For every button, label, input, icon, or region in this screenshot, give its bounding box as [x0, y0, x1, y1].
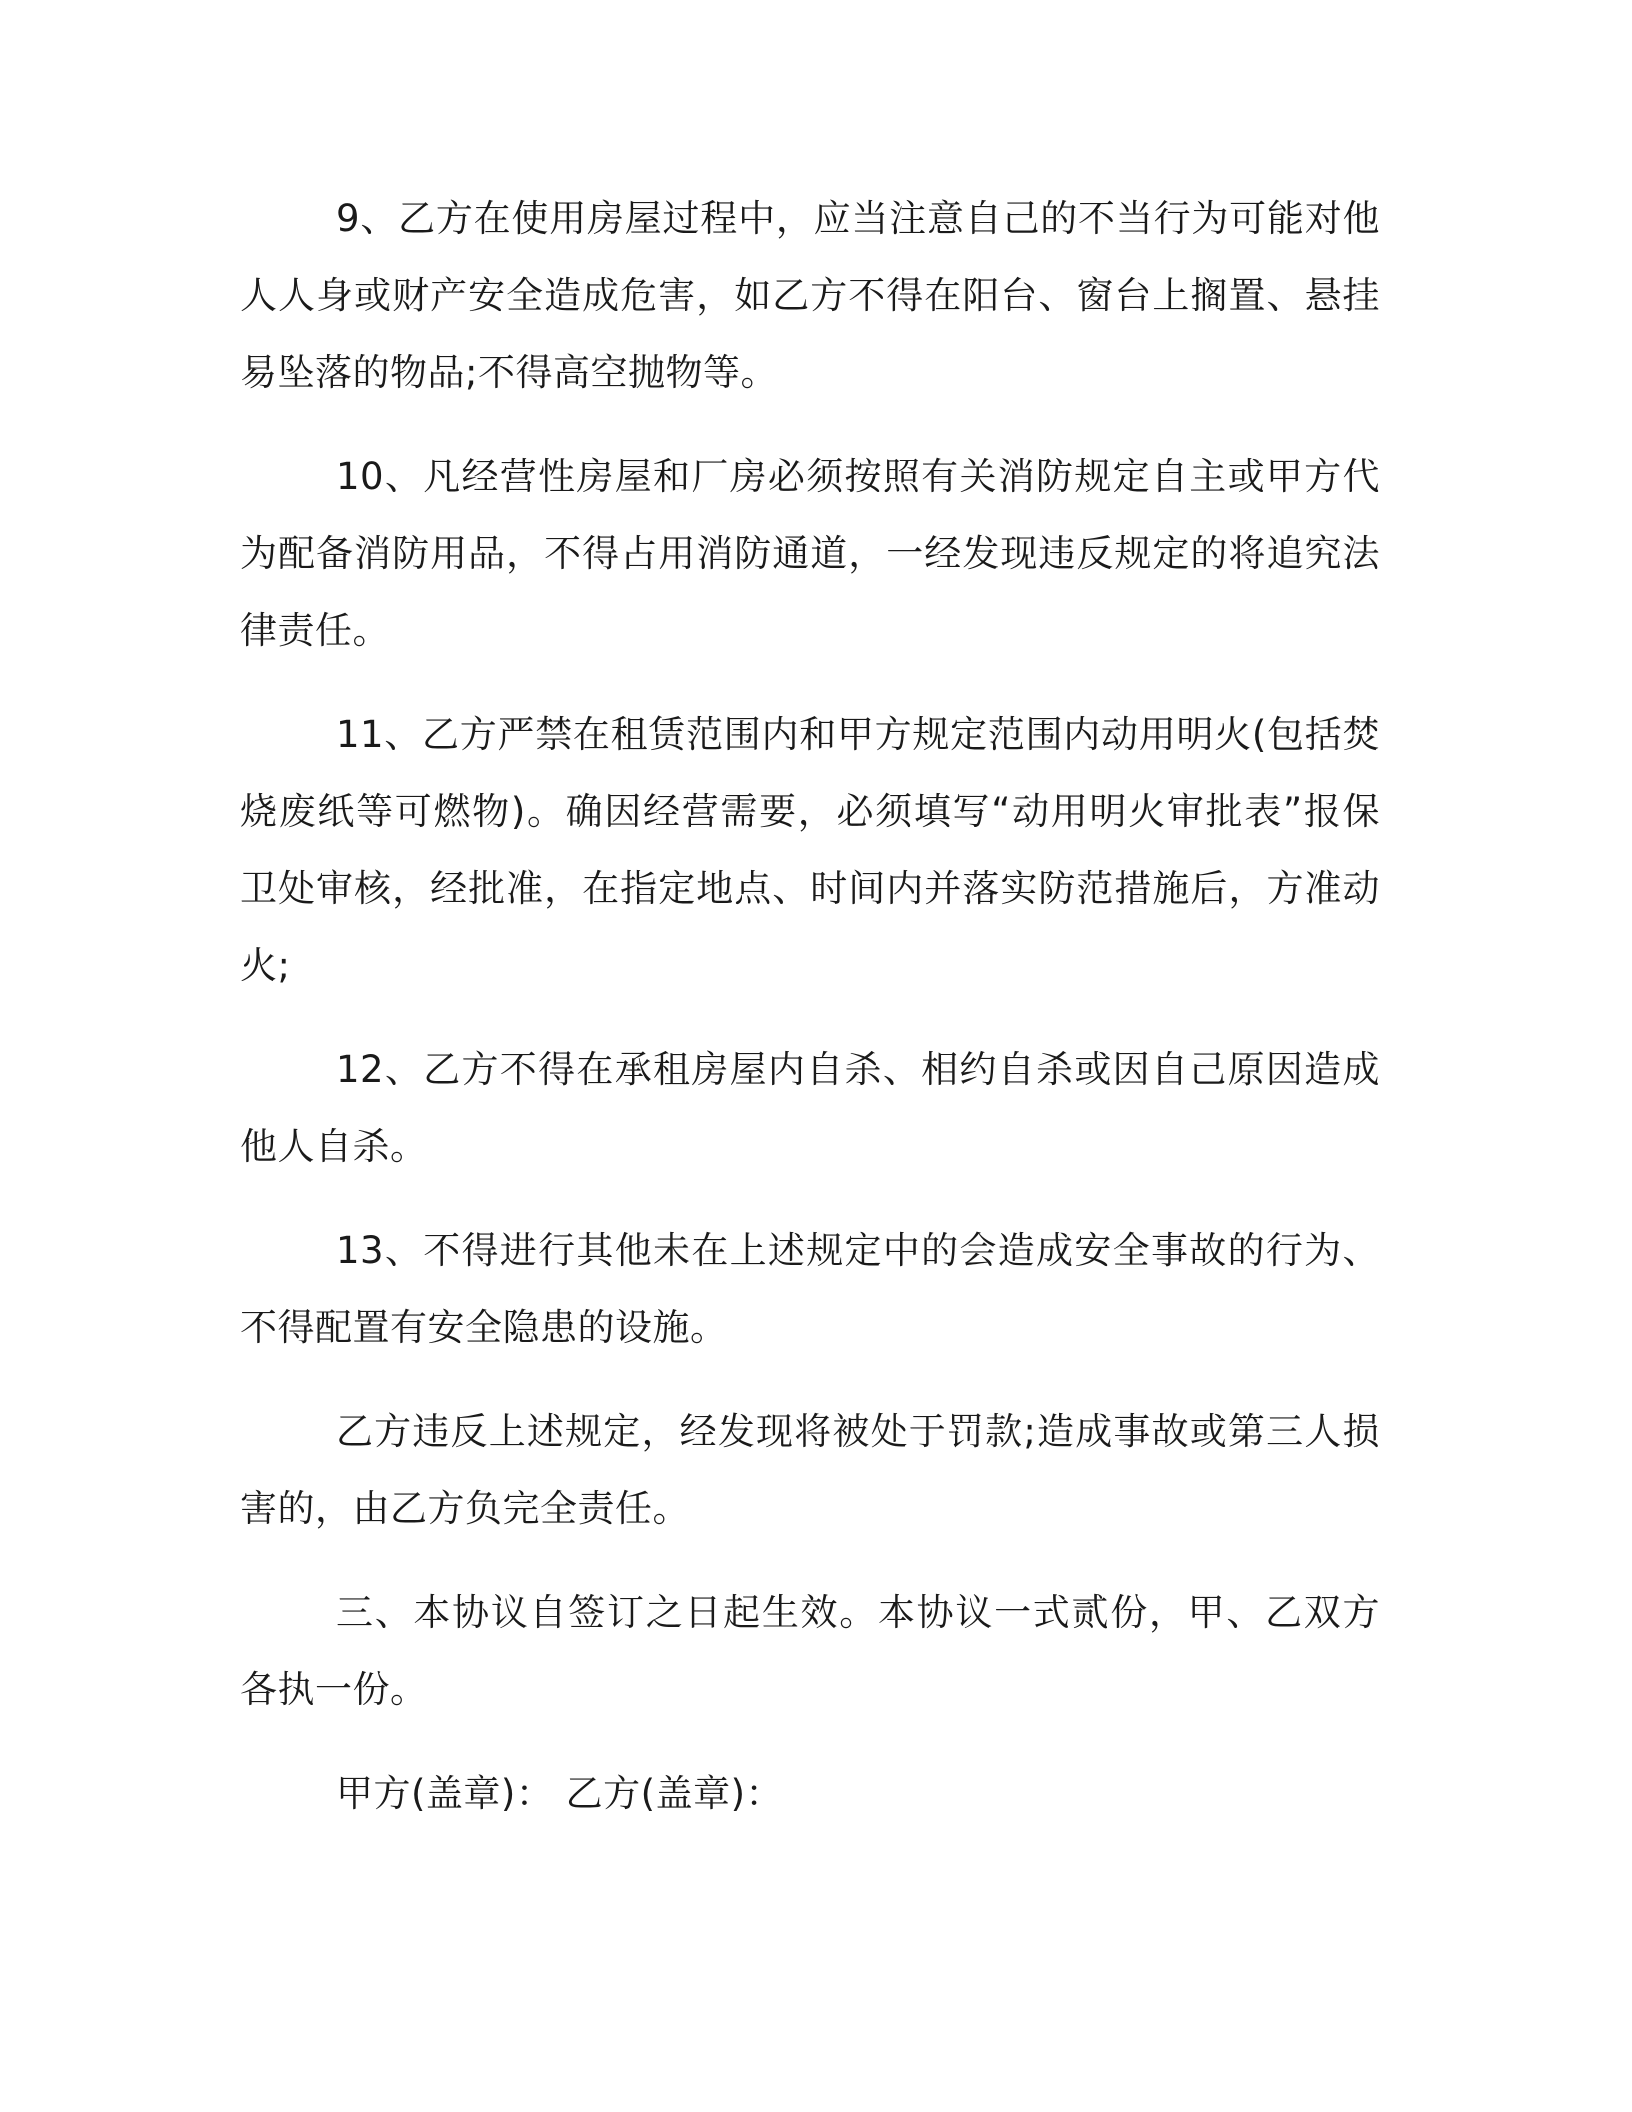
clause-12: 12、乙方不得在承租房屋内自杀、相约自杀或因自己原因造成他人自杀。: [240, 1048, 1380, 1168]
document-page: [240, 180, 1380, 1859]
clause-11: 11、乙方严禁在租赁范围内和甲方规定范围内动用明火(包括焚烧废纸等可燃物)。确因经营需要，必须填写“动用明火审批表”报保卫处审核，经批准，在指定地点、时间内并落实防范措施后，方准动火;: [240, 713, 1380, 987]
effective-clause: 三、本协议自签订之日起生效。本协议一式贰份，甲、乙双方各执一份。: [240, 1591, 1380, 1711]
clause-10: 10、凡经营性房屋和厂房必须按照有关消防规定自主或甲方代为配备消防用品，不得占用消防通道，一经发现违反规定的将追究法律责任。: [240, 455, 1380, 652]
clause-13: 13、不得进行其他未在上述规定中的会造成安全事故的行为、不得配置有安全隐患的设施。: [240, 1229, 1380, 1349]
clause-9: 9、乙方在使用房屋过程中，应当注意自己的不当行为可能对他人人身或财产安全造成危害，如乙方不得在阳台、窗台上搁置、悬挂易坠落的物品;不得高空抛物等。: [240, 197, 1380, 394]
signature-line: 甲方(盖章)： 乙方(盖章)：: [336, 1772, 784, 1815]
penalty-paragraph: 乙方违反上述规定，经发现将被处于罚款;造成事故或第三人损害的，由乙方负完全责任。: [240, 1410, 1380, 1530]
